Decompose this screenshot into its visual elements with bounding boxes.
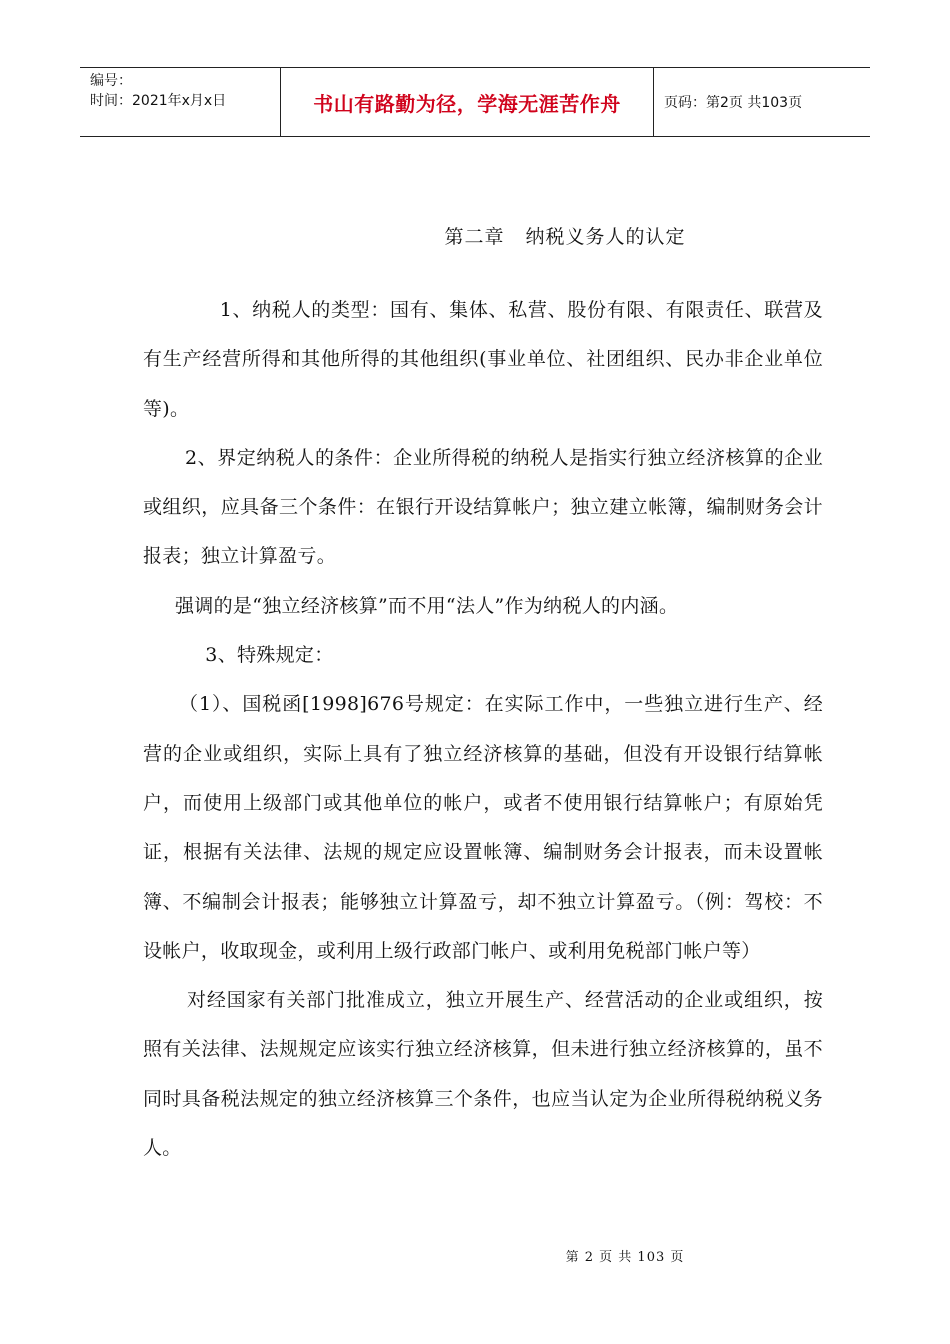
- doc-number-label: 编号：: [90, 73, 132, 89]
- header-motto: 书山有路勤为径，学海无涯苦作舟: [281, 68, 654, 136]
- doc-date-label: 时间：2021年x月x日: [90, 93, 227, 109]
- paragraph-special-rules-heading: 3、特殊规定：: [186, 644, 334, 667]
- paragraph-taxpayer-conditions: 2、界定纳税人的条件：企业所得税的纳税人是指实行独立经济核算的企业或组织，应具备三个条件：在银行开设结算帐户；独立建立帐簿，编制财务会计报表；独立计算盈亏。: [143, 446, 823, 568]
- document-body: [143, 286, 823, 1173]
- page-header: [80, 67, 870, 137]
- header-page-info: 页码：第2页 共103页: [664, 95, 803, 111]
- page-footer: 第 2 页 共 103 页: [565, 1250, 685, 1265]
- paragraph-approved-organizations: 对经国家有关部门批准成立，独立开展生产、经营活动的企业或组织，按照有关法律、法规规定应该实行独立经济核算，但未进行独立经济核算的，虽不同时具备税法规定的独立经济核算三个条件，也应当认定为企业所得税纳税义务人。: [143, 989, 823, 1160]
- chapter-title: 第二章 纳税义务人的认定: [444, 226, 686, 248]
- paragraph-emphasis: 强调的是“独立经济核算”而不用“法人”作为纳税人的内涵。: [175, 594, 679, 617]
- header-meta: [80, 68, 281, 136]
- paragraph-taxpayer-types: 1、纳税人的类型：国有、集体、私营、股份有限、有限责任、联营及有生产经营所得和其他所得的其他组织(事业单位、社团组织、民办非企业单位等)。: [143, 299, 823, 420]
- paragraph-special-rule-1: （1）、国税函[1998]676号规定：在实际工作中，一些独立进行生产、经营的企业或组织，实际上具有了独立经济核算的基础，但没有开设银行结算帐户，而使用上级部门或其他单位的帐户，或者不使用银行结算帐户；有原始凭证，根据有关法律、法规的规定应设置帐簿、编制财务会计报表，而未设置帐簿、不编制会计报表；能够独立计算盈亏，却不独立计算盈亏。（例：驾校：不设帐户，收取现金，或利用上级行政部门帐户、或利用免税部门帐户等）: [143, 693, 823, 962]
